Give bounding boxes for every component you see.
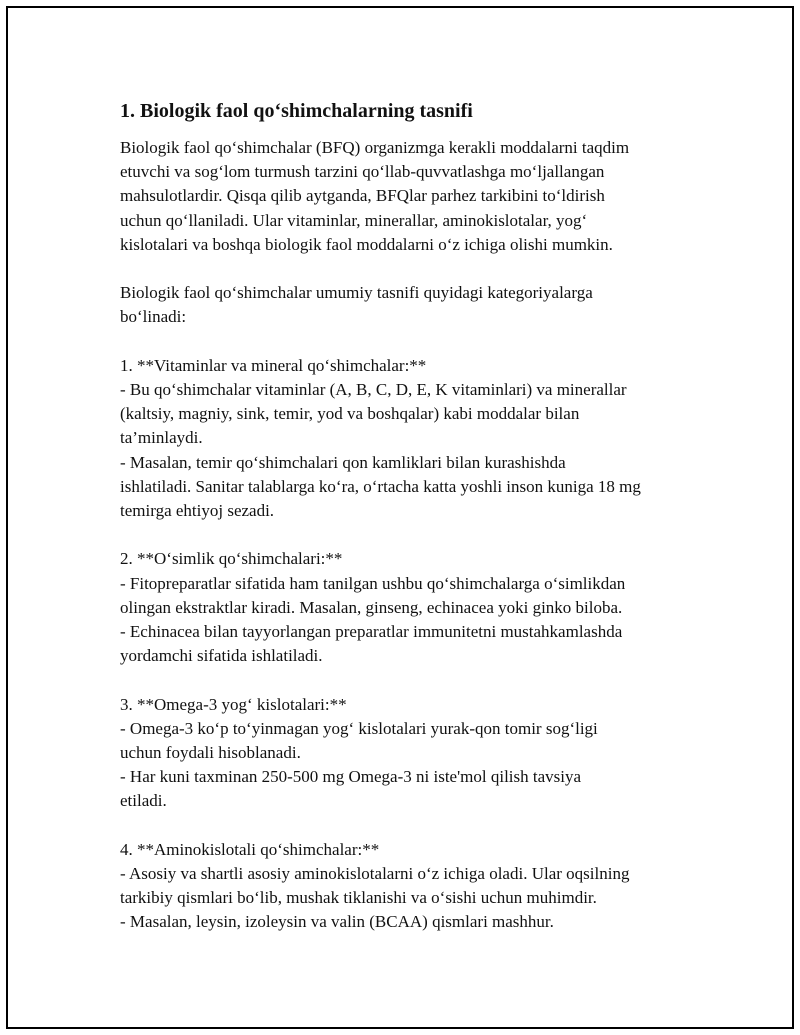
document-content	[120, 98, 700, 935]
page-frame	[6, 6, 794, 1029]
paragraph-spacer	[120, 330, 700, 354]
section-heading: 2. **O‘simlik qo‘shimchalari:**	[120, 549, 343, 569]
classification-intro: Biologik faol qo‘shimchalar umumiy tasnifi quyidagi kategoriyalarga bo‘linadi:	[120, 283, 593, 327]
paragraph-spacer	[120, 814, 700, 838]
section-body: - Omega-3 ko‘p to‘yinmagan yog‘ kislotalari yurak-qon tomir sog‘ligi uchun foydali hisoblanadi. - Har kuni taxminan 250-500 mg Omega-3 ni iste'mol qilish tavsiya etiladi.	[120, 718, 598, 811]
paragraph-spacer	[120, 668, 700, 692]
section-body: - Bu qo‘shimchalar vitaminlar (A, B, C, D, E, K vitaminlari) va minerallar (kaltsiy, magniy, sink, temir, yod va boshqalar) kabi moddalar bilan ta’minlaydi. - Masalan, temir qo‘shimchalari qon kamliklari bilan kurashishda ishlatiladi. Sanitar talablarga ko‘ra, o‘rtacha katta yoshli inson kuniga 18 mg temirga ehtiyoj sezadi.	[120, 380, 641, 521]
section-heading: 4. **Aminokislotali qo‘shimchalar:**	[120, 839, 380, 859]
paragraph-spacer	[120, 257, 700, 281]
section-omega3	[120, 693, 700, 814]
paragraph-spacer	[120, 523, 700, 547]
intro-paragraph: Biologik faol qo‘shimchalar (BFQ) organizmga kerakli moddalarni taqdim etuvchi va sog‘lom turmush tarzini qo‘llab-quvvatlashga mo‘ljallangan mahsulotlardir. Qisqa qilib aytganda, BFQlar parhez tarkibini to‘ldirish uchun qo‘llaniladi. Ular vitaminlar, minerallar, aminokislotalar, yog‘ kislotalari va boshqa biologik faol moddalarni o‘z ichiga olishi mumkin.	[120, 138, 630, 254]
section-amino-acids	[120, 838, 700, 935]
section-herbal	[120, 547, 700, 668]
section-body: - Fitopreparatlar sifatida ham tanilgan ushbu qo‘shimchalarga o‘simlikdan olingan ekstraktlar kiradi. Masalan, ginseng, echinacea yoki ginko biloba. - Echinacea bilan tayyorlangan preparatlar immunitetni mustahkamlashda yordamchi sifatida ishlatiladi.	[120, 573, 626, 666]
section-body: - Asosiy va shartli asosiy aminokislotalarni o‘z ichiga oladi. Ular oqsilning tarkibiy qismlari bo‘lib, mushak tiklanishi va o‘sishi uchun muhimdir. - Masalan, leysin, izoleysin va valin (BCAA) qismlari mashhur.	[120, 864, 630, 932]
section-heading: 1. **Vitaminlar va mineral qo‘shimchalar:**	[120, 355, 427, 375]
document-title: 1. Biologik faol qo‘shimchalarning tasnifi	[120, 100, 473, 122]
section-vitamins	[120, 354, 700, 523]
section-heading: 3. **Omega-3 yog‘ kislotalari:**	[120, 694, 347, 714]
